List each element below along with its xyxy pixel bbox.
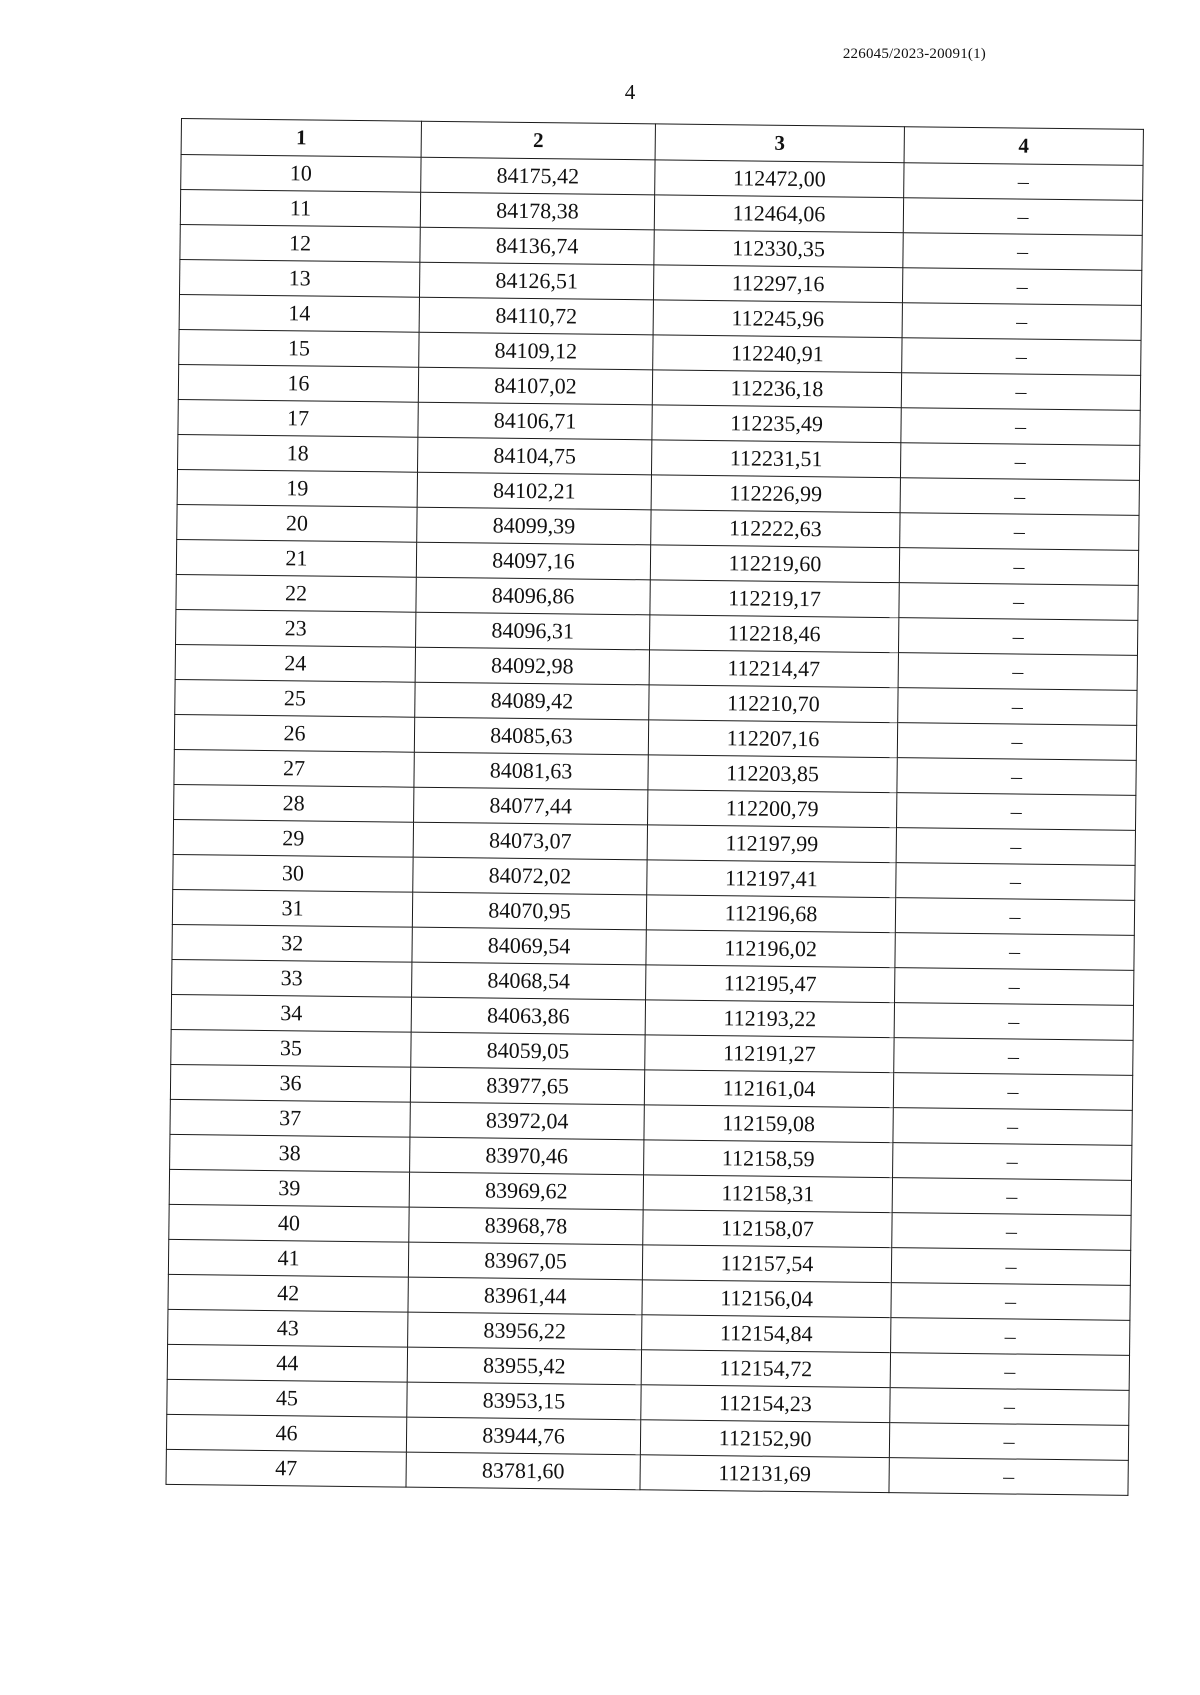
x-coordinate-cell: 84059,05 [411,1032,645,1070]
note-cell [900,443,1139,481]
note-cell [901,373,1140,411]
dash-mark: – [1017,168,1029,194]
note-cell [896,863,1135,901]
point-number-cell: 23 [176,609,416,647]
x-coordinate-cell: 83977,65 [410,1067,644,1105]
note-cell [893,1108,1132,1146]
header-cell-4: 4 [904,127,1143,166]
y-coordinate-cell: 112210,70 [649,685,898,723]
note-cell [893,1073,1132,1111]
note-cell [902,303,1141,341]
note-cell [896,793,1135,831]
y-coordinate-cell: 112200,79 [648,790,897,828]
note-cell [898,653,1137,691]
note-cell [898,618,1137,656]
dash-mark: – [1014,413,1027,439]
dash-mark: – [1004,1358,1016,1384]
note-cell [891,1318,1130,1356]
y-coordinate-cell: 112197,41 [647,860,896,898]
x-coordinate-cell: 84089,42 [415,682,649,720]
y-coordinate-cell: 112191,27 [645,1035,894,1073]
dash-mark: – [1005,1218,1018,1244]
dash-mark: – [1008,1008,1020,1034]
dash-mark: – [1012,623,1024,649]
dash-mark: – [1009,903,1021,929]
point-number-cell: 40 [169,1204,409,1242]
x-coordinate-cell: 84104,75 [417,437,651,475]
point-number-cell: 26 [174,714,414,752]
x-coordinate-cell: 84175,42 [421,157,655,195]
y-coordinate-cell: 112214,47 [649,650,898,688]
dash-mark: – [1007,1043,1020,1069]
note-cell [889,1423,1128,1461]
dash-mark: – [1016,308,1028,334]
x-coordinate-cell: 84102,21 [417,472,651,510]
y-coordinate-cell: 112159,08 [644,1105,893,1143]
y-coordinate-cell: 112196,02 [646,930,895,968]
note-cell [891,1248,1130,1286]
note-cell [892,1178,1131,1216]
note-cell [893,1143,1132,1181]
point-number-cell: 20 [177,504,417,542]
dash-mark: – [1004,1323,1016,1349]
note-cell [898,688,1137,726]
x-coordinate-cell: 83944,76 [406,1417,640,1455]
dash-mark: – [1014,448,1026,474]
note-cell [894,1038,1133,1076]
note-cell [903,198,1142,236]
x-coordinate-cell: 84106,71 [418,402,652,440]
note-cell [899,583,1138,621]
x-coordinate-cell: 84107,02 [418,367,652,405]
dash-mark: – [1006,1148,1018,1174]
x-coordinate-cell: 84099,39 [417,507,651,545]
point-number-cell: 22 [176,574,416,612]
point-number-cell: 43 [168,1309,408,1347]
x-coordinate-cell: 84097,16 [416,542,650,580]
x-coordinate-cell: 83953,15 [407,1382,641,1420]
point-number-cell: 32 [172,924,412,962]
x-coordinate-cell: 84072,02 [413,857,647,895]
x-coordinate-cell: 84077,44 [414,787,648,825]
x-coordinate-cell: 84126,51 [419,262,653,300]
y-coordinate-cell: 112197,99 [647,825,896,863]
y-coordinate-cell: 112158,59 [644,1140,893,1178]
point-number-cell: 46 [166,1414,406,1452]
dash-mark: – [1010,798,1022,824]
y-coordinate-cell: 112240,91 [653,335,902,373]
point-number-cell: 41 [168,1239,408,1277]
point-number-cell: 13 [179,259,419,297]
point-number-cell: 31 [172,889,412,927]
dash-mark: – [1004,1288,1017,1314]
y-coordinate-cell: 112218,46 [649,615,898,653]
dash-mark: – [1010,763,1023,789]
x-coordinate-cell: 83967,05 [408,1242,642,1280]
point-number-cell: 36 [170,1064,410,1102]
y-coordinate-cell: 112154,23 [641,1385,890,1423]
x-coordinate-cell: 84085,63 [414,717,648,755]
point-number-cell: 12 [180,224,420,262]
y-coordinate-cell: 112203,85 [648,755,897,793]
point-number-cell: 38 [170,1134,410,1172]
x-coordinate-cell: 84136,74 [420,227,654,265]
point-number-cell: 16 [178,364,418,402]
point-number-cell: 15 [179,329,419,367]
y-coordinate-cell: 112154,72 [641,1350,890,1388]
x-coordinate-cell: 84073,07 [413,822,647,860]
y-coordinate-cell: 112236,18 [652,370,901,408]
header-cell-3: 3 [655,124,904,163]
note-cell [902,338,1141,376]
x-coordinate-cell: 84092,98 [415,647,649,685]
note-cell [900,478,1139,516]
note-cell [890,1353,1129,1391]
dash-mark: – [1011,728,1023,754]
y-coordinate-cell: 112154,84 [642,1315,891,1353]
dash-mark: – [1016,238,1029,264]
table-body [166,155,1143,1496]
x-coordinate-cell: 83972,04 [410,1102,644,1140]
note-cell [903,233,1142,271]
dash-mark: – [1017,203,1029,229]
dash-mark: – [1010,833,1022,859]
y-coordinate-cell: 112158,31 [643,1175,892,1213]
point-number-cell: 10 [181,155,421,193]
dash-mark: – [1003,1428,1015,1454]
x-coordinate-cell: 84096,86 [416,577,650,615]
note-cell [897,758,1136,796]
coordinates-table [165,118,1143,1496]
y-coordinate-cell: 112231,51 [651,440,900,478]
y-coordinate-cell: 112195,47 [646,965,895,1003]
x-coordinate-cell: 84068,54 [412,962,646,1000]
point-number-cell: 42 [168,1274,408,1312]
y-coordinate-cell: 112219,17 [650,580,899,618]
dash-mark: – [1012,588,1025,614]
x-coordinate-cell: 83956,22 [408,1312,642,1350]
point-number-cell: 19 [177,469,417,507]
dash-mark: – [1007,1078,1019,1104]
x-coordinate-cell: 84070,95 [412,892,646,930]
note-cell [900,513,1139,551]
y-coordinate-cell: 112157,54 [642,1245,891,1283]
point-number-cell: 28 [174,784,414,822]
x-coordinate-cell: 84069,54 [412,927,646,965]
note-cell [895,968,1134,1006]
point-number-cell: 35 [171,1029,411,1067]
x-coordinate-cell: 84081,63 [414,752,648,790]
dash-mark: – [1006,1113,1019,1139]
document-id: 226045/2023-20091(1) [842,46,986,62]
x-coordinate-cell: 83781,60 [406,1452,640,1490]
note-cell [897,723,1136,761]
note-cell [904,163,1143,201]
note-cell [895,898,1134,936]
dash-mark: – [1016,273,1028,299]
point-number-cell: 21 [176,539,416,577]
x-coordinate-cell: 83961,44 [408,1277,642,1315]
point-number-cell: 45 [167,1379,407,1417]
point-number-cell: 11 [180,190,420,228]
point-number-cell: 24 [175,644,415,682]
note-cell [889,1458,1128,1496]
dash-mark: – [1003,1393,1016,1419]
point-number-cell: 44 [167,1344,407,1382]
x-coordinate-cell: 84109,12 [419,332,653,370]
x-coordinate-cell: 84096,31 [416,612,650,650]
point-number-cell: 47 [166,1449,406,1487]
point-number-cell: 29 [173,819,413,857]
dash-mark: – [1011,693,1024,719]
y-coordinate-cell: 112158,07 [643,1210,892,1248]
note-cell [891,1283,1130,1321]
y-coordinate-cell: 112219,60 [650,545,899,583]
y-coordinate-cell: 112226,99 [651,475,900,513]
note-cell [902,268,1141,306]
y-coordinate-cell: 112156,04 [642,1280,891,1318]
note-cell [899,548,1138,586]
y-coordinate-cell: 112222,63 [651,510,900,548]
point-number-cell: 37 [170,1099,410,1137]
y-coordinate-cell: 112472,00 [655,160,904,198]
x-coordinate-cell: 84178,38 [420,192,654,230]
note-cell [892,1213,1131,1251]
dash-mark: – [1003,1463,1015,1489]
page-number: 4 [624,80,636,104]
point-number-cell: 17 [178,399,418,437]
dash-mark: – [1014,483,1026,509]
dash-mark: – [1015,378,1027,404]
note-cell [890,1388,1129,1426]
point-number-cell: 25 [175,679,415,717]
x-coordinate-cell: 83969,62 [409,1172,643,1210]
header-cell-1: 1 [181,119,421,158]
dash-mark: – [1006,1183,1018,1209]
dash-mark: – [1013,553,1025,579]
dash-mark: – [1008,938,1021,964]
x-coordinate-cell: 83968,78 [409,1207,643,1245]
note-cell [901,408,1140,446]
y-coordinate-cell: 112330,35 [654,230,903,268]
x-coordinate-cell: 83970,46 [410,1137,644,1175]
y-coordinate-cell: 112464,06 [654,195,903,233]
y-coordinate-cell: 112193,22 [645,1000,894,1038]
dash-mark: – [1015,343,1027,369]
y-coordinate-cell: 112297,16 [653,265,902,303]
point-number-cell: 39 [169,1169,409,1207]
note-cell [894,1003,1133,1041]
point-number-cell: 18 [178,434,418,472]
x-coordinate-cell: 84110,72 [419,297,653,335]
y-coordinate-cell: 112131,69 [640,1455,889,1493]
dash-mark: – [1009,868,1022,894]
x-coordinate-cell: 83955,42 [407,1347,641,1385]
point-number-cell: 27 [174,749,414,787]
point-number-cell: 30 [173,854,413,892]
y-coordinate-cell: 112207,16 [648,720,897,758]
dash-mark: – [1012,658,1024,684]
header-cell-2: 2 [421,121,655,160]
y-coordinate-cell: 112196,68 [646,895,895,933]
note-cell [896,828,1135,866]
y-coordinate-cell: 112161,04 [644,1070,893,1108]
dash-mark: – [1008,973,1020,999]
y-coordinate-cell: 112235,49 [652,405,901,443]
dash-mark: – [1005,1253,1017,1279]
point-number-cell: 33 [172,959,412,997]
y-coordinate-cell: 112152,90 [640,1420,889,1458]
point-number-cell: 34 [171,994,411,1032]
note-cell [895,933,1134,971]
x-coordinate-cell: 84063,86 [411,997,645,1035]
point-number-cell: 14 [179,294,419,332]
dash-mark: – [1013,518,1026,544]
y-coordinate-cell: 112245,96 [653,300,902,338]
